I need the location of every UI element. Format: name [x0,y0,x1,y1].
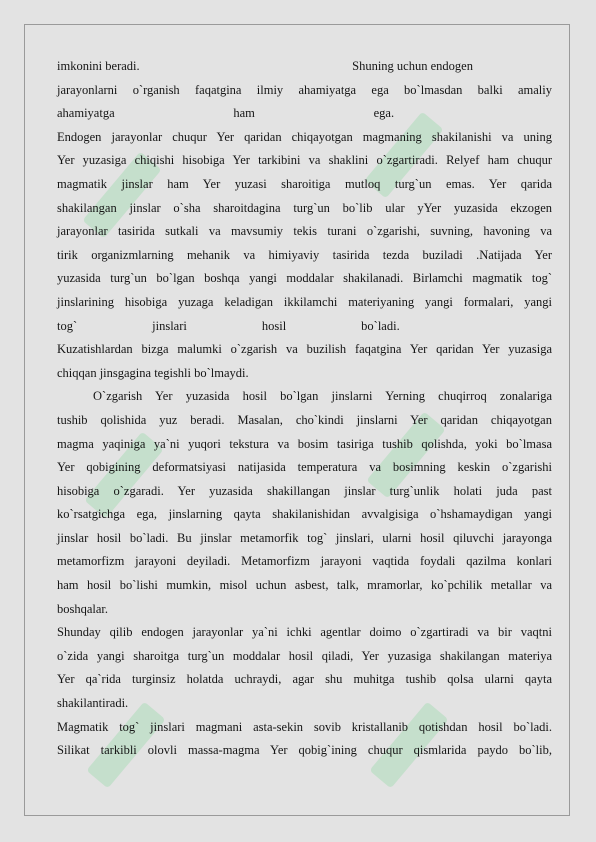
paragraph-5 [57,621,552,715]
text-line: Yer qobigining deformatsiyasi natijasida temperatura va bosimning keskin o`zgarishi [57,460,552,475]
text-line: magmatik jinslar ham Yer yuzasi sharoitiga mutloq turg`un emas. Yer qarida [57,176,552,191]
paragraph-3 [57,338,552,385]
text-line: boshqalar. [57,601,109,616]
text-line: O`zgarish Yer yuzasida hosil bo`lgan jinslarni Yerning chuqirroq zonalariga [93,389,552,404]
document-body [57,55,552,763]
text-line: Shunday qilib endogen jarayonlar ya`ni ichki agentlar doimo o`zgartiradi va bir vaqtni [57,625,552,640]
paragraph-1 [57,55,552,126]
text-line: Magmatik tog` jinslari magmani asta-sekin sovib kristallanib qotishdan hosil bo`ladi. [57,719,552,734]
text-line: Silikat tarkibli olovli massa-magma Yer qobig`ining chuqur qismlarida paydo bo`lib, [57,743,552,758]
text-line: ahamiyatga ham ega. [57,106,395,121]
paragraph-4 [57,385,552,621]
text-line: Yer qa`rida turginsiz holatda uchraydi, agar shu muhitga tushib qolsa ularni qayta [57,672,552,687]
text-line: tog` jinslari hosil bo`ladi. [57,318,400,333]
text-line: jinslarining hisobiga yuzaga keladigan ikkilamchi materiyaning yangi formalari, yangi [57,294,552,309]
text-line: Yer yuzasiga chiqishi hisobiga Yer tarkibini va shaklini o`zgartiradi. Relyef ham chuqur [57,153,552,168]
text-line: jarayonlarni o`rganish faqatgina ilmiy ahamiyatga ega bo`lmasdan balki amaliy [57,82,552,97]
text-line: jinslar hosil bo`ladi. Bu jinslar metamorfik tog` jinslari, ularni hosil qiluvchi jarayonga [57,530,552,545]
text-line: tirik organizmlarning mehanik va himiyaviy tasirida tezda buziladi .Natijada Yer [57,247,552,262]
text-line: hisobiga o`zgaradi. Yer yuzasida shakillangan jinslar turg`unlik holati juda past [57,483,552,498]
text-line: o`zida yangi sharoitga turg`un moddalar hosil qiladi, Yer yuzasiga shakilangan materiya [57,648,552,663]
paragraph-6 [57,716,552,763]
text-line: Kuzatishlardan bizga malumki o`zgarish va buzilish faqatgina Yer qaridan Yer yuzasiga [57,342,552,357]
text-line: Endogen jarayonlar chuqur Yer qaridan chiqayotgan magmaning shakilanishi va uning [57,129,552,144]
text-line: tushib qolishida yuz beradi. Masalan, cho`kindi jinslarni Yer qaridan chiqayotgan [57,412,552,427]
text-line: jarayonlar tasirida sutkali va mavsumiy tekis turani o`zgarishi, suvning, havoning va [57,224,552,239]
text-line: shakilantiradi. [57,696,129,711]
text-line: magma yaqiniga ya`ni yuqori tekstura va bosim tasiriga tushib qolishda, yoki bo`lmasa [57,436,552,451]
text-line: ko`rsatgichga ega, jinslarning qayta shakilanishidan avvalgisiga o`hshamaydigan yangi [57,507,552,522]
text-line: imkonini beradi. Shuning uchun endogen [57,59,473,73]
paragraph-2 [57,126,552,338]
text-line: metamorfizm jarayoni deyiladi. Metamorfizm jarayoni vaqtida foydali qazilma konlari [57,554,552,569]
text-line: chiqqan jinsgagina tegishli bo`lmaydi. [57,365,249,380]
text-line: shakilangan jinslar o`sha sharoitdagina turg`un bo`lib ular yYer yuzasida ekzogen [57,200,552,215]
text-line: yuzasida turg`un bo`lgan boshqa yangi moddalar shakilanadi. Birlamchi magmatik tog` [57,271,552,286]
text-line: ham hosil bo`lishi mumkin, misol uchun asbest, talk, mramorlar, ko`pchilik metallar va [57,578,552,593]
